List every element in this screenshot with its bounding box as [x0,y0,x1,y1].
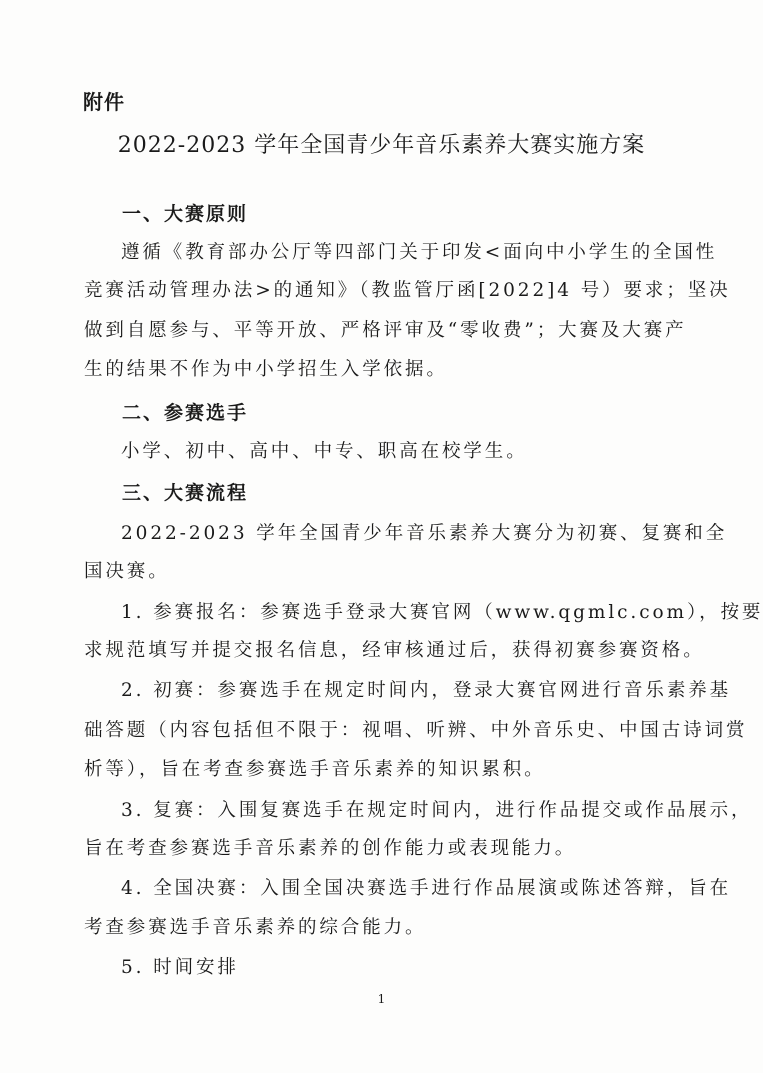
list-item-line: 4. 全国决赛：入围全国决赛选手进行作品展演或陈述答辩，旨在 [121,878,732,899]
list-item-line: 求规范填写并提交报名信息，经审核通过后，获得初赛参赛资格。 [84,640,705,661]
list-item-line: 析等），旨在考查参赛选手音乐素养的知识累积。 [84,759,546,780]
paragraph-line: 遵循《教育部办公厅等四部门关于印发<面向中小学生的全国性 [121,242,718,263]
document-title: 2022-2023 学年全国青少年音乐素养大赛实施方案 [117,133,646,158]
list-item-line: 2. 初赛：参赛选手在规定时间内，登录大赛官网进行音乐素养基 [121,680,732,701]
paragraph-line: 做到自愿参与、平等开放、严格评审及“零收费”；大赛及大赛产 [84,320,687,341]
attachment-label: 附件 [83,90,125,114]
section-heading-principles: 一、大赛原则 [122,203,249,225]
paragraph-line: 国决赛。 [84,561,170,582]
paragraph-line: 小学、初中、高中、中专、职高在校学生。 [121,441,528,462]
list-item-line: 旨在考查参赛选手音乐素养的创作能力或表现能力。 [84,838,577,859]
list-item-line: 1. 参赛报名：参赛选手登录大赛官网（www.qgmlc.com），按要 [121,602,763,623]
paragraph-line: 2022-2023 学年全国青少年音乐素养大赛分为初赛、复赛和全 [121,523,728,544]
list-item-line: 础答题（内容包括但不限于：视唱、听辨、中外音乐史、中国古诗词赏 [84,720,748,741]
section-heading-process: 三、大赛流程 [122,482,249,504]
list-item-line: 3. 复赛：入围复赛选手在规定时间内，进行作品提交或作品展示， [121,800,753,821]
list-item-line: 考查参赛选手音乐素养的综合能力。 [84,917,427,938]
paragraph-line: 竞赛活动管理办法>的通知》（教监管厅函[2022]4 号）要求；坚决 [84,280,731,301]
list-item-line: 5. 时间安排 [121,957,239,978]
paragraph-line: 生的结果不作为中小学招生入学依据。 [84,359,448,380]
section-heading-participants: 二、参赛选手 [122,402,249,424]
page-number: 1 [377,992,386,1006]
